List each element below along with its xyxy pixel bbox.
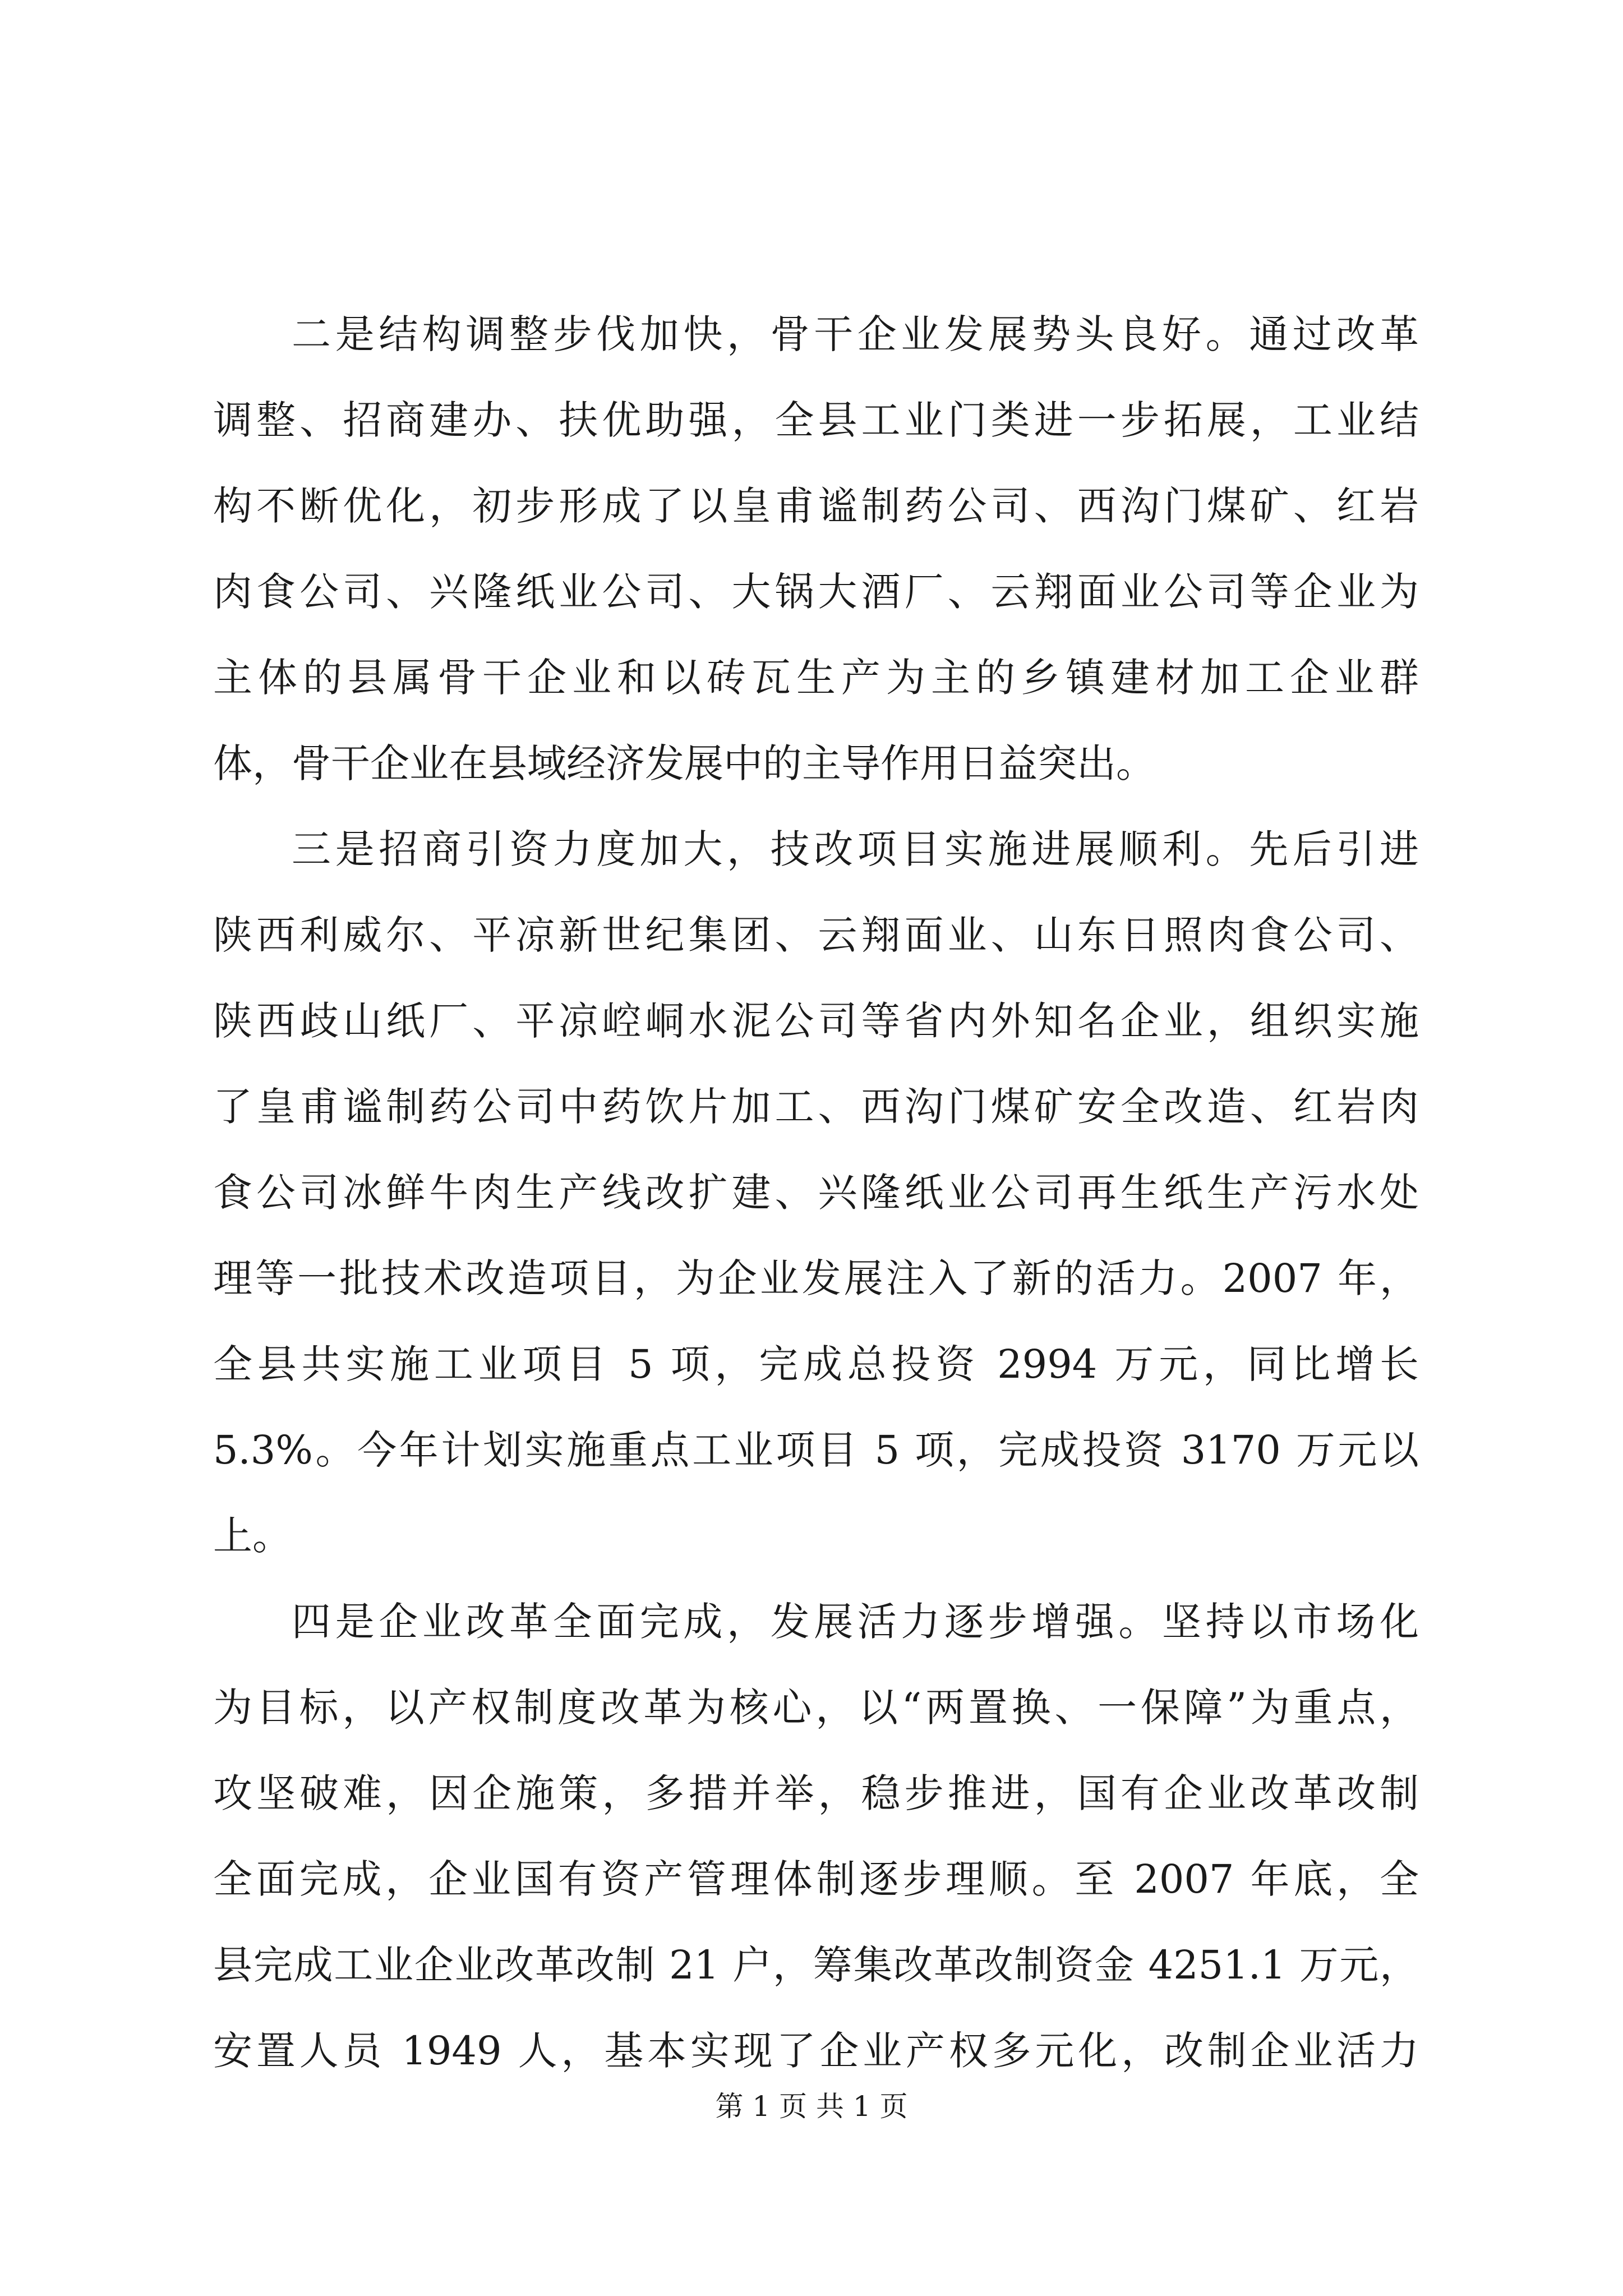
- page-number: 第 1 页 共 1 页: [715, 2090, 908, 2123]
- text-line: 食公司冰鲜牛肉生产线改扩建、兴隆纸业公司再生纸生产污水处: [213, 1170, 1419, 1216]
- text-line: 全面完成，企业国有资产管理体制逐步理顺。至 2007 年底，全: [213, 1856, 1419, 1902]
- text-line: 攻坚破难，因企施策，多措并举，稳步推进，国有企业改革改制: [213, 1770, 1419, 1816]
- text-line: 构不断优化，初步形成了以皇甫谧制药公司、西沟门煤矿、红岩: [213, 483, 1419, 529]
- text-line: 安置人员 1949 人，基本实现了企业产权多元化，改制企业活力: [213, 2028, 1419, 2074]
- page-footer: [0, 2084, 1623, 2124]
- text-line: 陕西利威尔、平凉新世纪集团、云翔面业、山东日照肉食公司、: [213, 912, 1419, 958]
- paragraph-2: [213, 807, 1419, 1579]
- text-line: 体，骨干企业在县域经济发展中的主导作用日益突出。: [213, 740, 1155, 786]
- text-line: 二是结构调整步伐加快，骨干企业发展势头良好。通过改革: [292, 311, 1419, 357]
- text-line: 全县共实施工业项目 5 项，完成总投资 2994 万元，同比增长: [213, 1341, 1419, 1387]
- text-line: 三是招商引资力度加大，技改项目实施进展顺利。先后引进: [292, 826, 1419, 872]
- text-line: 调整、招商建办、扶优助强，全县工业门类进一步拓展，工业结: [213, 397, 1419, 443]
- text-line: 陕西歧山纸厂、平凉崆峒水泥公司等省内外知名企业，组织实施: [213, 998, 1419, 1044]
- text-line: 为目标，以产权制度改革为核心，以“两置换、一保障”为重点，: [213, 1685, 1419, 1731]
- text-line: 四是企业改革全面完成，发展活力逐步增强。坚持以市场化: [292, 1599, 1419, 1645]
- text-line: 肉食公司、兴隆纸业公司、大锅大酒厂、云翔面业公司等企业为: [213, 569, 1419, 615]
- text-line: 主体的县属骨干企业和以砖瓦生产为主的乡镇建材加工企业群: [213, 655, 1419, 701]
- text-line: 了皇甫谧制药公司中药饮片加工、西沟门煤矿安全改造、红岩肉: [213, 1084, 1419, 1130]
- document-body: [213, 292, 1419, 2094]
- text-line: 理等一批技术改造项目，为企业发展注入了新的活力。2007 年，: [213, 1255, 1419, 1301]
- text-line: 县完成工业企业改革改制 21 户，筹集改革改制资金 4251.1 万元，: [213, 1942, 1419, 1988]
- text-line: 5.3%。今年计划实施重点工业项目 5 项，完成投资 3170 万元以: [213, 1427, 1419, 1473]
- paragraph-3: [213, 1579, 1419, 2094]
- paragraph-1: [213, 292, 1419, 807]
- text-line: 上。: [213, 1513, 292, 1559]
